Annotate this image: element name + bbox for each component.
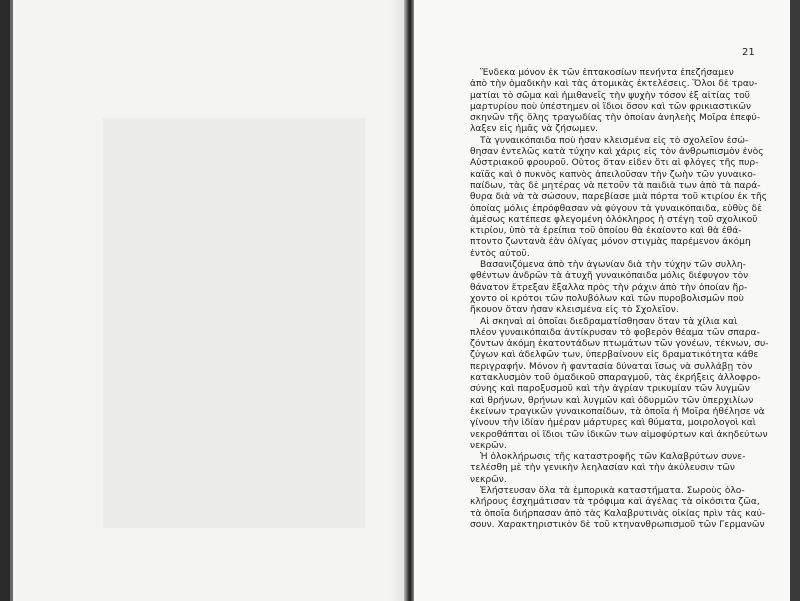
paragraph (470, 486, 776, 531)
text-line: θησαν ἐντελῶς κατὰ τύχην καὶ χάρις εἰς τὸν ἀνθρωπισμὸν ἑνὸς (470, 147, 764, 158)
text-line: κατακλυσμὸν τοῦ ὁμαδικοῦ σπαραγμοῦ, τὰς ἐκρήξεις ἀλλοφρο- (470, 373, 761, 384)
text-line: χοντο οἱ κρότοι τῶν πολυβόλων καὶ τῶν πυροβολισμῶν ποὺ (470, 293, 744, 304)
text-line: νεκροθάπται οἱ ἴδιοι τῶν ἰδικῶν των αἱμοφύρτων καὶ ἀκηδεύτων (470, 429, 768, 440)
text-line: φθέντων ἀνδρῶν τὰ ἀτυχῆ γυναικόπαιδα μόλις διέφυγον τὸν (470, 271, 749, 282)
text-line: πλέον γυναικόπαιδα ἀντίκρυσαν τὸ φοβερὸν θέαμα τῶν σπαρα- (470, 327, 760, 338)
text-line: Αὐστριακοῦ φρουροῦ. Οὗτος ὅταν εἶδεν ὅτι αἱ φλόγες τῆς πυρ- (470, 158, 759, 169)
text-line: σκηνῶν τῆς ὅλης τραγωδίας τὴν ὁποίαν ἀνηλεὴς Μοῖρα ἐπεφύ- (470, 113, 761, 124)
left-page-blank (10, 0, 407, 601)
text-line: θυρα διὰ νὰ τὰ σώσουν, παρεβίασε μιὰ πόρτα τοῦ κτιρίου ἐκ τῆς (470, 192, 768, 203)
paragraph (470, 452, 776, 486)
text-line: τὰ ὁποῖα διήρπασαν ἀπὸ τὰς Καλαβρυτινὰς οἰκίας πρὶν τὰς καύ- (470, 508, 766, 519)
text-line: ἀμέσως κατέπεσε φλεγομένη ὁλόκληρος ἡ στέγη τοῦ σχολικοῦ (470, 214, 758, 225)
text-line: νεκρῶν. (470, 440, 507, 451)
text-line: σύνης καὶ παροξυσμοῦ καὶ τὴν ἀγρίαν τρικυμίαν τῶν λυγμῶν (470, 384, 750, 395)
body-text (470, 68, 776, 531)
book-spine (404, 0, 414, 601)
text-line: μαρτυρίου ποὺ ὑπέστημεν οἱ ἴδιοι ὅσον καὶ τῶν φρικιαστικῶν (470, 101, 752, 112)
text-line: ἐκείνων τραγικῶν γυναικοπαίδων, τὰ ὁποῖα ἡ Μοῖρα ἠθέλησε νὰ (470, 406, 765, 417)
text-line: καὶ θρήνων, θρήνων καὶ λυγμῶν καὶ ὀδυρμῶν τῶν ὑπερχιλίων (470, 395, 754, 406)
text-line: καϊᾶς καὶ ὁ πυκνὸς καπνὸς ἀπειλοῦσαν τὴν ζωὴν τῶν γυναικο- (470, 169, 757, 180)
paragraph (470, 317, 776, 453)
paragraph (470, 68, 776, 136)
text-line: ὁποίας μόλις ἐπρόφθασαν νὰ φύγουν τὰ γυναικόπαιδα, εὐθὺς δὲ (470, 203, 763, 214)
text-line: ζόντων ἀκόμη ἑκατοντάδων πτωμάτων τῶν γονέων, τέκνων, συ- (470, 339, 769, 350)
show-through-block (103, 118, 365, 528)
text-line: Αἱ σκηναὶ αἱ ὁποῖαι διεδραματίσθησαν ὅταν τὰ χίλια καὶ (480, 316, 738, 327)
text-line: ζύγων καὶ ἀδελφῶν των, ὑπερβαίνουν εἰς δραματικότητα κάθε (470, 350, 759, 361)
text-line: νεκρῶν. (470, 474, 507, 485)
text-line: πτοντο ζωντανὰ ἐὰν ὀλίγας μόνον στιγμὰς παρέμενον ἀκόμη (470, 237, 751, 248)
text-line: Ἕνδεκα μόνον ἐκ τῶν ἑπτακοσίων πενήντα ἐπεζήσαμεν (480, 68, 734, 78)
paragraph (470, 136, 776, 260)
text-line: παίδων, τὰς δὲ μητέρας νὰ πετοῦν τὰ παιδιὰ των ἀπὸ τὰ παρά- (470, 180, 761, 191)
text-line: Τὰ γυναικόπαιδα ποὺ ἦσαν κλεισμένα εἰς τὸ σχολεῖον ἐσώ- (480, 135, 749, 146)
text-line: τελέσθη μὲ τὴν γενικὴν λεηλασίαν καὶ τὴν ἀκύλευσιν τῶν (470, 463, 735, 474)
text-line: ἀπὸ τὴν ὁμαδικὴν καὶ τὰς ἀτομικὰς ἐκτελέσεις. Ὅλοι δὲ τραυ- (470, 79, 758, 90)
text-line: ἤκουον ὅταν ἦσαν κλεισμένα εἰς τὸ Σχολεῖον. (470, 305, 679, 316)
right-page (414, 0, 790, 601)
text-line: σουν. Χαρακτηριστικὸν δὲ τοῦ κτηνανθρωπισμοῦ τῶν Γερμανῶν (470, 519, 765, 530)
text-line: λαξεν εἰς ἡμᾶς νὰ ζήσωμεν. (470, 124, 599, 135)
text-line: κλήρους ἐσχημάτισαν τὰ τρόφιμα καὶ ἀγέλας τὰ οἰκόσιτα ζῶα, (470, 497, 760, 508)
text-line: γίνουν τὴν ἰδίαν ἡμέραν μάρτυρες καὶ θύματα, μοιρολογοὶ καὶ (470, 418, 756, 429)
text-line: Ἡ ὁλοκλήρωσις τῆς καταστροφῆς τῶν Καλαβρύτων συνε- (480, 452, 746, 463)
text-line: ἐντὸς αὐτοῦ. (470, 248, 530, 259)
paragraph (470, 260, 776, 316)
text-line: περιγραφήν. Μόνον ἡ φαντασία δύναται ἴσως νὰ συλλάβῃ τὸν (470, 361, 753, 372)
page-number: 21 (742, 47, 755, 58)
scan-edge (790, 0, 800, 601)
text-line: ματίαι τὸ σῶμα καὶ ἡμιθανεῖς τὴν ψυχὴν τόσον ἐξ αἰτίας τοῦ (470, 90, 750, 101)
text-line: θάνατον ἔτρεξαν ἔξαλλα πρὸς τὴν ράχιν ἀπὸ τὴν ὁποίαν ἤρ- (470, 282, 748, 293)
text-line: Βασανιζόμενα ἀπὸ τὴν ἀγωνίαν διὰ τὴν τύχην τῶν συλλη- (480, 260, 746, 271)
text-line: Ἐλήστευσαν ὅλα τὰ ἐμπορικὰ καταστήματα. Σωροὺς ὁλο- (480, 485, 745, 496)
text-line: κτιρίου, ὑπὸ τὰ ἐρείπια τοῦ ὁποίου θὰ ἐκαίοντο καὶ θὰ ἐθά- (470, 226, 742, 237)
